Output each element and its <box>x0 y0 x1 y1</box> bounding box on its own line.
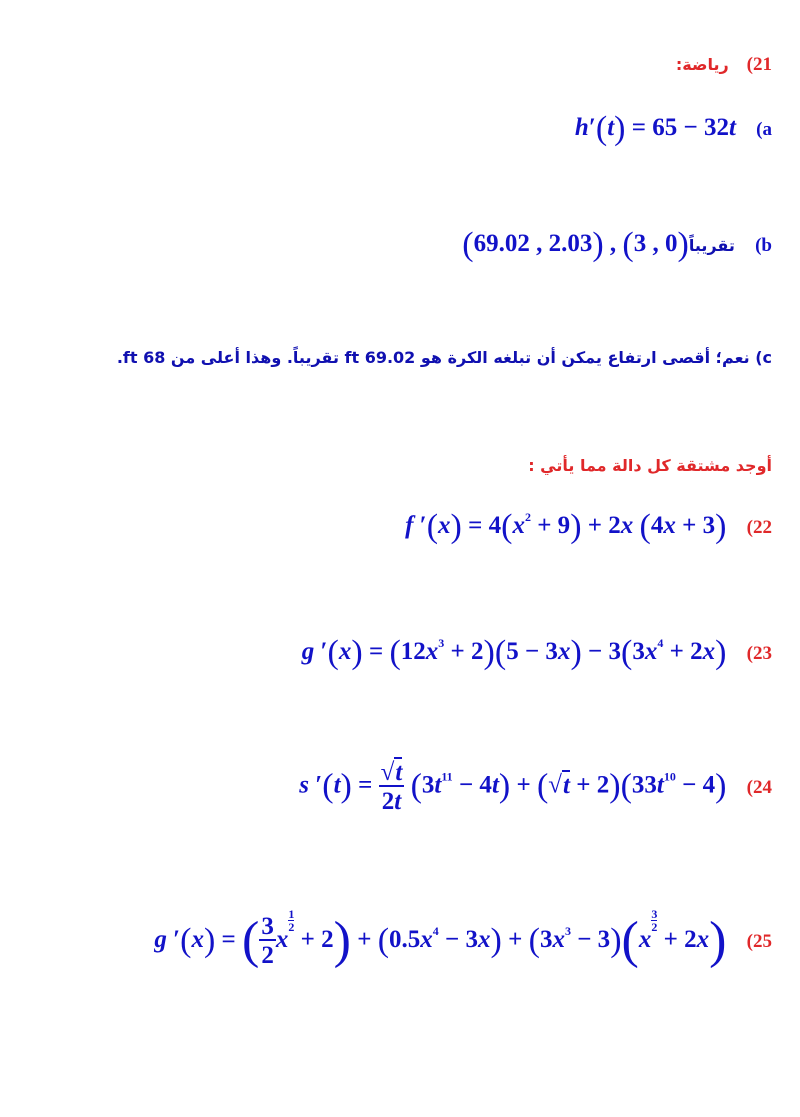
part-a-label: (a <box>756 119 772 140</box>
exercise-21-number: 21) <box>746 54 772 75</box>
exercise-23-label: (23 <box>746 643 772 664</box>
approx-word: تقريباً <box>688 236 735 255</box>
exercise-22-equation: f $'(x) = 4(x^2 + 9) + 2x$ (4x + 3) (22 <box>405 508 772 545</box>
exercise-21-title: رياضة: <box>675 55 729 74</box>
exercise-24-equation: s ′(t) = $\frac{√t}{2t}$ $(3t^{11} - 4t) + (√t + 2)(33t^{10} - 4)$ (24 <box>299 759 772 815</box>
part-b-points: تقريباً(0 , 3) , (2.03 , 69.02) (b <box>462 226 772 263</box>
exercise-22-label: (22 <box>746 517 772 538</box>
part-b-label: (b <box>755 235 772 256</box>
exercise-25-equation: g ′(x) = ( $\frac{3}{2}$ x $\frac{1}{2} + 2) + (0.5x^4 - 3x) + (3x^3 - 3)(x$ $\frac{3}{2} + 2x$) (25 <box>154 907 772 970</box>
exercise-25-label: (25 <box>746 931 772 952</box>
exercise-23-equation: g $'(x) = (12x^3 + 2)(5 - 3x) - 3(3x^4 + 2x)$ (23 <box>301 634 772 671</box>
part-a-equation: h′(t) = 65 − 32t (a <box>574 110 772 147</box>
exercise-21-heading <box>676 54 772 76</box>
exercise-24-label: (24 <box>746 776 772 798</box>
